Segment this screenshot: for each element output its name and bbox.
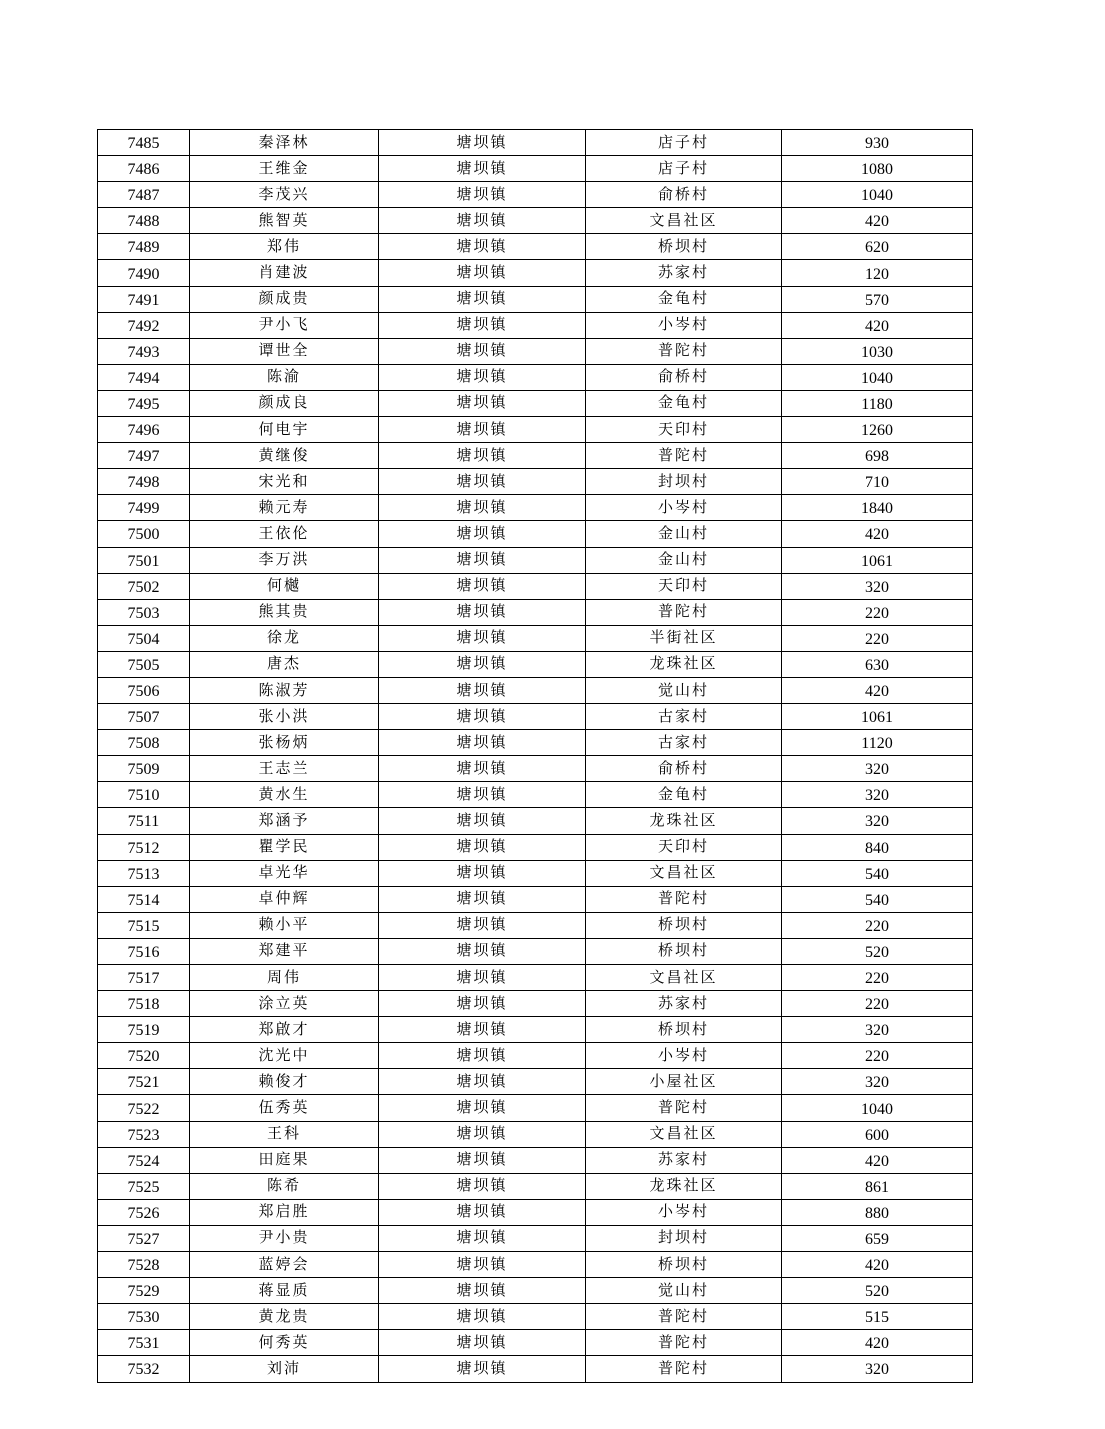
table-row xyxy=(98,521,973,547)
row-number-cell: 7523 xyxy=(98,1121,190,1147)
amount-cell: 220 xyxy=(782,599,973,625)
name-cell: 王志兰 xyxy=(190,756,379,782)
row-number-cell: 7499 xyxy=(98,495,190,521)
village-cell: 小岑村 xyxy=(586,1043,782,1069)
row-number-cell: 7524 xyxy=(98,1147,190,1173)
village-cell: 封坝村 xyxy=(586,1225,782,1251)
row-number-cell: 7494 xyxy=(98,364,190,390)
row-number-cell: 7514 xyxy=(98,886,190,912)
amount-cell: 600 xyxy=(782,1121,973,1147)
village-cell: 觉山村 xyxy=(586,677,782,703)
table-row xyxy=(98,573,973,599)
table-row xyxy=(98,1356,973,1382)
village-cell: 俞桥村 xyxy=(586,756,782,782)
village-cell: 小岑村 xyxy=(586,1199,782,1225)
row-number-cell: 7530 xyxy=(98,1304,190,1330)
row-number-cell: 7502 xyxy=(98,573,190,599)
amount-cell: 1080 xyxy=(782,156,973,182)
amount-cell: 880 xyxy=(782,1199,973,1225)
village-cell: 普陀村 xyxy=(586,1304,782,1330)
village-cell: 普陀村 xyxy=(586,1095,782,1121)
name-cell: 熊智英 xyxy=(190,208,379,234)
row-number-cell: 7532 xyxy=(98,1356,190,1382)
table-row xyxy=(98,991,973,1017)
village-cell: 普陀村 xyxy=(586,443,782,469)
town-cell: 塘坝镇 xyxy=(379,338,586,364)
row-number-cell: 7486 xyxy=(98,156,190,182)
name-cell: 张杨炳 xyxy=(190,730,379,756)
row-number-cell: 7505 xyxy=(98,651,190,677)
amount-cell: 861 xyxy=(782,1173,973,1199)
table-row xyxy=(98,1121,973,1147)
row-number-cell: 7525 xyxy=(98,1173,190,1199)
table-row xyxy=(98,130,973,156)
town-cell: 塘坝镇 xyxy=(379,834,586,860)
row-number-cell: 7515 xyxy=(98,912,190,938)
amount-cell: 420 xyxy=(782,312,973,338)
village-cell: 古家村 xyxy=(586,730,782,756)
name-cell: 赖小平 xyxy=(190,912,379,938)
table-row xyxy=(98,1017,973,1043)
name-cell: 黄龙贵 xyxy=(190,1304,379,1330)
table-row xyxy=(98,1199,973,1225)
name-cell: 李万洪 xyxy=(190,547,379,573)
town-cell: 塘坝镇 xyxy=(379,469,586,495)
table-body xyxy=(98,130,973,1383)
table-row xyxy=(98,808,973,834)
town-cell: 塘坝镇 xyxy=(379,938,586,964)
name-cell: 郑伟 xyxy=(190,234,379,260)
table-row xyxy=(98,860,973,886)
table-row xyxy=(98,286,973,312)
name-cell: 尹小飞 xyxy=(190,312,379,338)
table-row xyxy=(98,364,973,390)
village-cell: 龙珠社区 xyxy=(586,651,782,677)
town-cell: 塘坝镇 xyxy=(379,1147,586,1173)
name-cell: 赖俊才 xyxy=(190,1069,379,1095)
town-cell: 塘坝镇 xyxy=(379,991,586,1017)
row-number-cell: 7500 xyxy=(98,521,190,547)
name-cell: 唐杰 xyxy=(190,651,379,677)
village-cell: 金龟村 xyxy=(586,390,782,416)
amount-cell: 320 xyxy=(782,808,973,834)
town-cell: 塘坝镇 xyxy=(379,286,586,312)
amount-cell: 1040 xyxy=(782,182,973,208)
name-cell: 何樾 xyxy=(190,573,379,599)
village-cell: 桥坝村 xyxy=(586,234,782,260)
village-cell: 苏家村 xyxy=(586,991,782,1017)
name-cell: 刘沛 xyxy=(190,1356,379,1382)
village-cell: 觉山村 xyxy=(586,1278,782,1304)
row-number-cell: 7522 xyxy=(98,1095,190,1121)
row-number-cell: 7521 xyxy=(98,1069,190,1095)
town-cell: 塘坝镇 xyxy=(379,234,586,260)
amount-cell: 840 xyxy=(782,834,973,860)
town-cell: 塘坝镇 xyxy=(379,677,586,703)
town-cell: 塘坝镇 xyxy=(379,390,586,416)
row-number-cell: 7508 xyxy=(98,730,190,756)
village-cell: 古家村 xyxy=(586,704,782,730)
town-cell: 塘坝镇 xyxy=(379,182,586,208)
name-cell: 秦泽林 xyxy=(190,130,379,156)
name-cell: 尹小贵 xyxy=(190,1225,379,1251)
town-cell: 塘坝镇 xyxy=(379,704,586,730)
name-cell: 徐龙 xyxy=(190,625,379,651)
amount-cell: 1040 xyxy=(782,1095,973,1121)
town-cell: 塘坝镇 xyxy=(379,886,586,912)
row-number-cell: 7503 xyxy=(98,599,190,625)
name-cell: 何电宇 xyxy=(190,417,379,443)
row-number-cell: 7516 xyxy=(98,938,190,964)
table-row xyxy=(98,1173,973,1199)
village-cell: 普陀村 xyxy=(586,599,782,625)
amount-cell: 570 xyxy=(782,286,973,312)
table-row xyxy=(98,1069,973,1095)
amount-cell: 1030 xyxy=(782,338,973,364)
town-cell: 塘坝镇 xyxy=(379,130,586,156)
amount-cell: 1260 xyxy=(782,417,973,443)
village-cell: 金龟村 xyxy=(586,782,782,808)
amount-cell: 659 xyxy=(782,1225,973,1251)
town-cell: 塘坝镇 xyxy=(379,1017,586,1043)
row-number-cell: 7506 xyxy=(98,677,190,703)
name-cell: 黄继俊 xyxy=(190,443,379,469)
name-cell: 谭世全 xyxy=(190,338,379,364)
amount-cell: 320 xyxy=(782,756,973,782)
row-number-cell: 7489 xyxy=(98,234,190,260)
town-cell: 塘坝镇 xyxy=(379,651,586,677)
table-row xyxy=(98,704,973,730)
name-cell: 蒋显质 xyxy=(190,1278,379,1304)
amount-cell: 220 xyxy=(782,1043,973,1069)
amount-cell: 320 xyxy=(782,1356,973,1382)
data-table xyxy=(97,129,973,1383)
town-cell: 塘坝镇 xyxy=(379,1069,586,1095)
name-cell: 肖建波 xyxy=(190,260,379,286)
amount-cell: 1061 xyxy=(782,547,973,573)
town-cell: 塘坝镇 xyxy=(379,808,586,834)
row-number-cell: 7511 xyxy=(98,808,190,834)
table-row xyxy=(98,1252,973,1278)
name-cell: 王维金 xyxy=(190,156,379,182)
row-number-cell: 7520 xyxy=(98,1043,190,1069)
town-cell: 塘坝镇 xyxy=(379,1330,586,1356)
town-cell: 塘坝镇 xyxy=(379,912,586,938)
name-cell: 郑啟才 xyxy=(190,1017,379,1043)
table-row xyxy=(98,756,973,782)
town-cell: 塘坝镇 xyxy=(379,417,586,443)
amount-cell: 540 xyxy=(782,860,973,886)
amount-cell: 1840 xyxy=(782,495,973,521)
amount-cell: 220 xyxy=(782,965,973,991)
town-cell: 塘坝镇 xyxy=(379,1252,586,1278)
village-cell: 天印村 xyxy=(586,417,782,443)
amount-cell: 220 xyxy=(782,991,973,1017)
village-cell: 普陀村 xyxy=(586,338,782,364)
row-number-cell: 7498 xyxy=(98,469,190,495)
town-cell: 塘坝镇 xyxy=(379,573,586,599)
name-cell: 郑启胜 xyxy=(190,1199,379,1225)
table-row xyxy=(98,208,973,234)
amount-cell: 320 xyxy=(782,573,973,599)
village-cell: 文昌社区 xyxy=(586,1121,782,1147)
amount-cell: 1040 xyxy=(782,364,973,390)
row-number-cell: 7531 xyxy=(98,1330,190,1356)
row-number-cell: 7492 xyxy=(98,312,190,338)
name-cell: 何秀英 xyxy=(190,1330,379,1356)
table-row xyxy=(98,443,973,469)
table-row xyxy=(98,599,973,625)
name-cell: 田庭果 xyxy=(190,1147,379,1173)
name-cell: 沈光中 xyxy=(190,1043,379,1069)
name-cell: 伍秀英 xyxy=(190,1095,379,1121)
village-cell: 金山村 xyxy=(586,547,782,573)
name-cell: 周伟 xyxy=(190,965,379,991)
town-cell: 塘坝镇 xyxy=(379,782,586,808)
amount-cell: 630 xyxy=(782,651,973,677)
table-row xyxy=(98,1278,973,1304)
town-cell: 塘坝镇 xyxy=(379,965,586,991)
town-cell: 塘坝镇 xyxy=(379,443,586,469)
name-cell: 郑涵予 xyxy=(190,808,379,834)
table-row xyxy=(98,651,973,677)
row-number-cell: 7513 xyxy=(98,860,190,886)
village-cell: 龙珠社区 xyxy=(586,808,782,834)
table-row xyxy=(98,260,973,286)
town-cell: 塘坝镇 xyxy=(379,1121,586,1147)
name-cell: 赖元寿 xyxy=(190,495,379,521)
village-cell: 苏家村 xyxy=(586,1147,782,1173)
table-row xyxy=(98,782,973,808)
town-cell: 塘坝镇 xyxy=(379,730,586,756)
amount-cell: 220 xyxy=(782,625,973,651)
name-cell: 卓仲辉 xyxy=(190,886,379,912)
town-cell: 塘坝镇 xyxy=(379,625,586,651)
amount-cell: 420 xyxy=(782,1330,973,1356)
name-cell: 颜成贵 xyxy=(190,286,379,312)
amount-cell: 1061 xyxy=(782,704,973,730)
row-number-cell: 7485 xyxy=(98,130,190,156)
amount-cell: 698 xyxy=(782,443,973,469)
village-cell: 苏家村 xyxy=(586,260,782,286)
village-cell: 半街社区 xyxy=(586,625,782,651)
village-cell: 文昌社区 xyxy=(586,965,782,991)
village-cell: 桥坝村 xyxy=(586,912,782,938)
name-cell: 颜成良 xyxy=(190,390,379,416)
village-cell: 俞桥村 xyxy=(586,182,782,208)
name-cell: 蓝婷会 xyxy=(190,1252,379,1278)
town-cell: 塘坝镇 xyxy=(379,599,586,625)
table-row xyxy=(98,938,973,964)
table-row xyxy=(98,234,973,260)
row-number-cell: 7519 xyxy=(98,1017,190,1043)
town-cell: 塘坝镇 xyxy=(379,1225,586,1251)
name-cell: 黄水生 xyxy=(190,782,379,808)
table-row xyxy=(98,677,973,703)
amount-cell: 620 xyxy=(782,234,973,260)
village-cell: 龙珠社区 xyxy=(586,1173,782,1199)
town-cell: 塘坝镇 xyxy=(379,1199,586,1225)
village-cell: 天印村 xyxy=(586,834,782,860)
row-number-cell: 7512 xyxy=(98,834,190,860)
amount-cell: 420 xyxy=(782,677,973,703)
town-cell: 塘坝镇 xyxy=(379,1278,586,1304)
row-number-cell: 7504 xyxy=(98,625,190,651)
table-row xyxy=(98,1147,973,1173)
table-row xyxy=(98,965,973,991)
row-number-cell: 7509 xyxy=(98,756,190,782)
town-cell: 塘坝镇 xyxy=(379,495,586,521)
row-number-cell: 7496 xyxy=(98,417,190,443)
table-row xyxy=(98,1330,973,1356)
row-number-cell: 7517 xyxy=(98,965,190,991)
table-row xyxy=(98,1304,973,1330)
village-cell: 封坝村 xyxy=(586,469,782,495)
town-cell: 塘坝镇 xyxy=(379,521,586,547)
table-row xyxy=(98,182,973,208)
name-cell: 宋光和 xyxy=(190,469,379,495)
village-cell: 小岑村 xyxy=(586,312,782,338)
amount-cell: 120 xyxy=(782,260,973,286)
town-cell: 塘坝镇 xyxy=(379,312,586,338)
row-number-cell: 7507 xyxy=(98,704,190,730)
amount-cell: 710 xyxy=(782,469,973,495)
table-row xyxy=(98,156,973,182)
table-row xyxy=(98,912,973,938)
table-row xyxy=(98,730,973,756)
town-cell: 塘坝镇 xyxy=(379,1356,586,1382)
row-number-cell: 7493 xyxy=(98,338,190,364)
table-row xyxy=(98,625,973,651)
table-row xyxy=(98,312,973,338)
amount-cell: 515 xyxy=(782,1304,973,1330)
village-cell: 店子村 xyxy=(586,130,782,156)
village-cell: 金山村 xyxy=(586,521,782,547)
name-cell: 陈渝 xyxy=(190,364,379,390)
amount-cell: 1120 xyxy=(782,730,973,756)
amount-cell: 320 xyxy=(782,1069,973,1095)
town-cell: 塘坝镇 xyxy=(379,547,586,573)
table-row xyxy=(98,469,973,495)
town-cell: 塘坝镇 xyxy=(379,364,586,390)
amount-cell: 420 xyxy=(782,208,973,234)
row-number-cell: 7526 xyxy=(98,1199,190,1225)
amount-cell: 520 xyxy=(782,1278,973,1304)
row-number-cell: 7510 xyxy=(98,782,190,808)
village-cell: 普陀村 xyxy=(586,1356,782,1382)
village-cell: 桥坝村 xyxy=(586,1252,782,1278)
village-cell: 文昌社区 xyxy=(586,208,782,234)
amount-cell: 1180 xyxy=(782,390,973,416)
row-number-cell: 7501 xyxy=(98,547,190,573)
row-number-cell: 7488 xyxy=(98,208,190,234)
amount-cell: 320 xyxy=(782,1017,973,1043)
town-cell: 塘坝镇 xyxy=(379,1043,586,1069)
table-row xyxy=(98,1043,973,1069)
village-cell: 桥坝村 xyxy=(586,1017,782,1043)
town-cell: 塘坝镇 xyxy=(379,260,586,286)
row-number-cell: 7497 xyxy=(98,443,190,469)
row-number-cell: 7487 xyxy=(98,182,190,208)
table-row xyxy=(98,834,973,860)
amount-cell: 930 xyxy=(782,130,973,156)
row-number-cell: 7490 xyxy=(98,260,190,286)
village-cell: 俞桥村 xyxy=(586,364,782,390)
name-cell: 涂立英 xyxy=(190,991,379,1017)
name-cell: 瞿学民 xyxy=(190,834,379,860)
town-cell: 塘坝镇 xyxy=(379,756,586,782)
table-row xyxy=(98,547,973,573)
town-cell: 塘坝镇 xyxy=(379,860,586,886)
name-cell: 王科 xyxy=(190,1121,379,1147)
name-cell: 郑建平 xyxy=(190,938,379,964)
village-cell: 普陀村 xyxy=(586,1330,782,1356)
table-row xyxy=(98,1225,973,1251)
table-row xyxy=(98,390,973,416)
row-number-cell: 7495 xyxy=(98,390,190,416)
village-cell: 天印村 xyxy=(586,573,782,599)
table-row xyxy=(98,338,973,364)
village-cell: 小岑村 xyxy=(586,495,782,521)
village-cell: 普陀村 xyxy=(586,886,782,912)
row-number-cell: 7528 xyxy=(98,1252,190,1278)
name-cell: 李茂兴 xyxy=(190,182,379,208)
town-cell: 塘坝镇 xyxy=(379,208,586,234)
row-number-cell: 7529 xyxy=(98,1278,190,1304)
village-cell: 店子村 xyxy=(586,156,782,182)
village-cell: 桥坝村 xyxy=(586,938,782,964)
town-cell: 塘坝镇 xyxy=(379,1173,586,1199)
row-number-cell: 7527 xyxy=(98,1225,190,1251)
town-cell: 塘坝镇 xyxy=(379,1095,586,1121)
amount-cell: 320 xyxy=(782,782,973,808)
table-row xyxy=(98,886,973,912)
amount-cell: 520 xyxy=(782,938,973,964)
amount-cell: 220 xyxy=(782,912,973,938)
village-cell: 文昌社区 xyxy=(586,860,782,886)
town-cell: 塘坝镇 xyxy=(379,156,586,182)
row-number-cell: 7518 xyxy=(98,991,190,1017)
amount-cell: 420 xyxy=(782,1147,973,1173)
town-cell: 塘坝镇 xyxy=(379,1304,586,1330)
village-cell: 小屋社区 xyxy=(586,1069,782,1095)
name-cell: 王依伦 xyxy=(190,521,379,547)
table-row xyxy=(98,495,973,521)
name-cell: 陈希 xyxy=(190,1173,379,1199)
name-cell: 卓光华 xyxy=(190,860,379,886)
name-cell: 张小洪 xyxy=(190,704,379,730)
name-cell: 陈淑芳 xyxy=(190,677,379,703)
amount-cell: 420 xyxy=(782,1252,973,1278)
table-row xyxy=(98,417,973,443)
table-row xyxy=(98,1095,973,1121)
name-cell: 熊其贵 xyxy=(190,599,379,625)
amount-cell: 420 xyxy=(782,521,973,547)
village-cell: 金龟村 xyxy=(586,286,782,312)
row-number-cell: 7491 xyxy=(98,286,190,312)
amount-cell: 540 xyxy=(782,886,973,912)
